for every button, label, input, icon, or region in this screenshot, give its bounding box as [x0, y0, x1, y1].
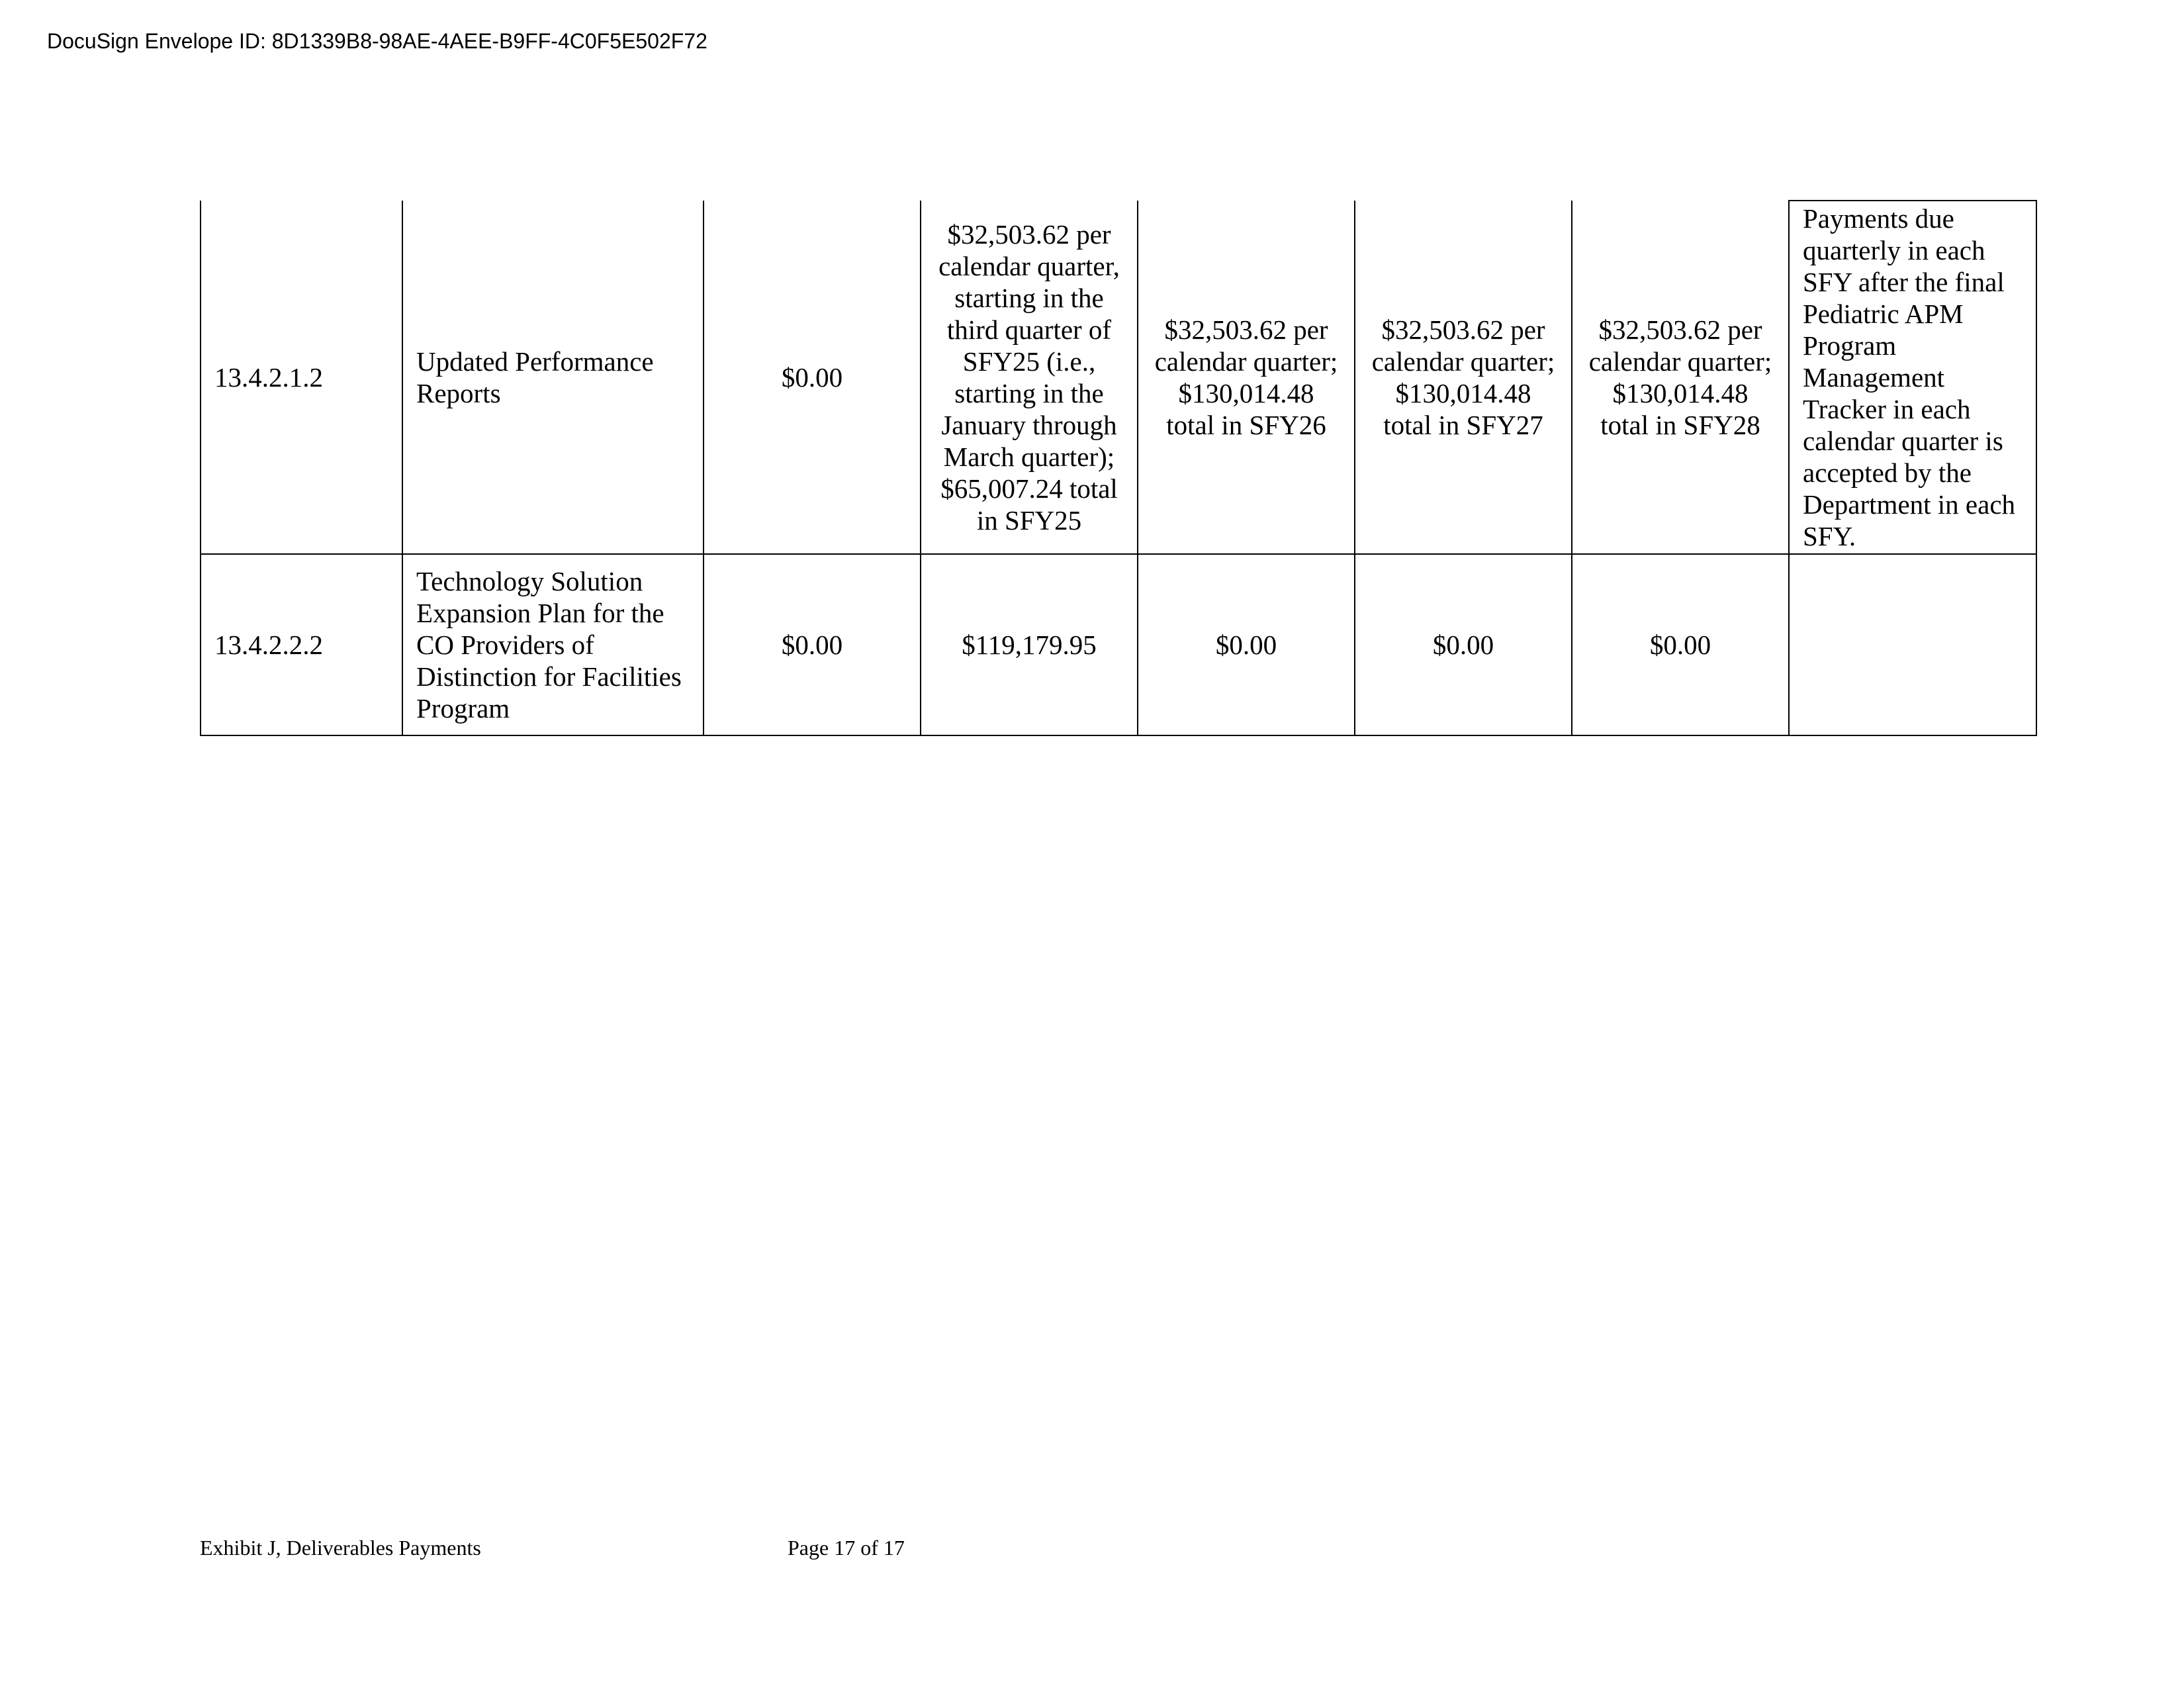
payment-cell: $0.00: [704, 554, 921, 735]
table-row: [201, 201, 2036, 554]
payment-cell: $32,503.62 per calendar quarter; $130,014.48 total in SFY26: [1138, 201, 1355, 554]
payment-cell: $32,503.62 per calendar quarter; $130,014.48 total in SFY28: [1572, 201, 1789, 554]
payment-cell: $32,503.62 per calendar quarter, starting in the third quarter of SFY25 (i.e., starting in the January through March quarter); $65,007.24 total in SFY25: [921, 201, 1138, 554]
footer-page-number: Page 17 of 17: [788, 1536, 905, 1560]
deliverable-name: Updated Performance Reports: [402, 201, 704, 554]
payment-cell: $0.00: [1138, 554, 1355, 735]
deliverable-name: Technology Solution Expansion Plan for the CO Providers of Distinction for Facilities Program: [402, 554, 704, 735]
payment-notes: Payments due quarterly in each SFY after the final Pediatric APM Program Management Tracker in each calendar quarter is accepted by the Department in each SFY.: [1789, 201, 2036, 554]
footer-exhibit-title: Exhibit J, Deliverables Payments: [200, 1536, 481, 1560]
payment-cell: $0.00: [1355, 554, 1572, 735]
payment-cell: $0.00: [704, 201, 921, 554]
envelope-id: DocuSign Envelope ID: 8D1339B8-98AE-4AEE-B9FF-4C0F5E502F72: [47, 29, 707, 53]
deliverable-id: 13.4.2.1.2: [201, 201, 402, 554]
deliverable-id: 13.4.2.2.2: [201, 554, 402, 735]
payment-cell: $0.00: [1572, 554, 1789, 735]
deliverables-table: [200, 200, 2037, 736]
payment-cell: $32,503.62 per calendar quarter; $130,014.48 total in SFY27: [1355, 201, 1572, 554]
payment-cell: $119,179.95: [921, 554, 1138, 735]
payment-notes: [1789, 554, 2036, 735]
table-row: [201, 554, 2036, 735]
